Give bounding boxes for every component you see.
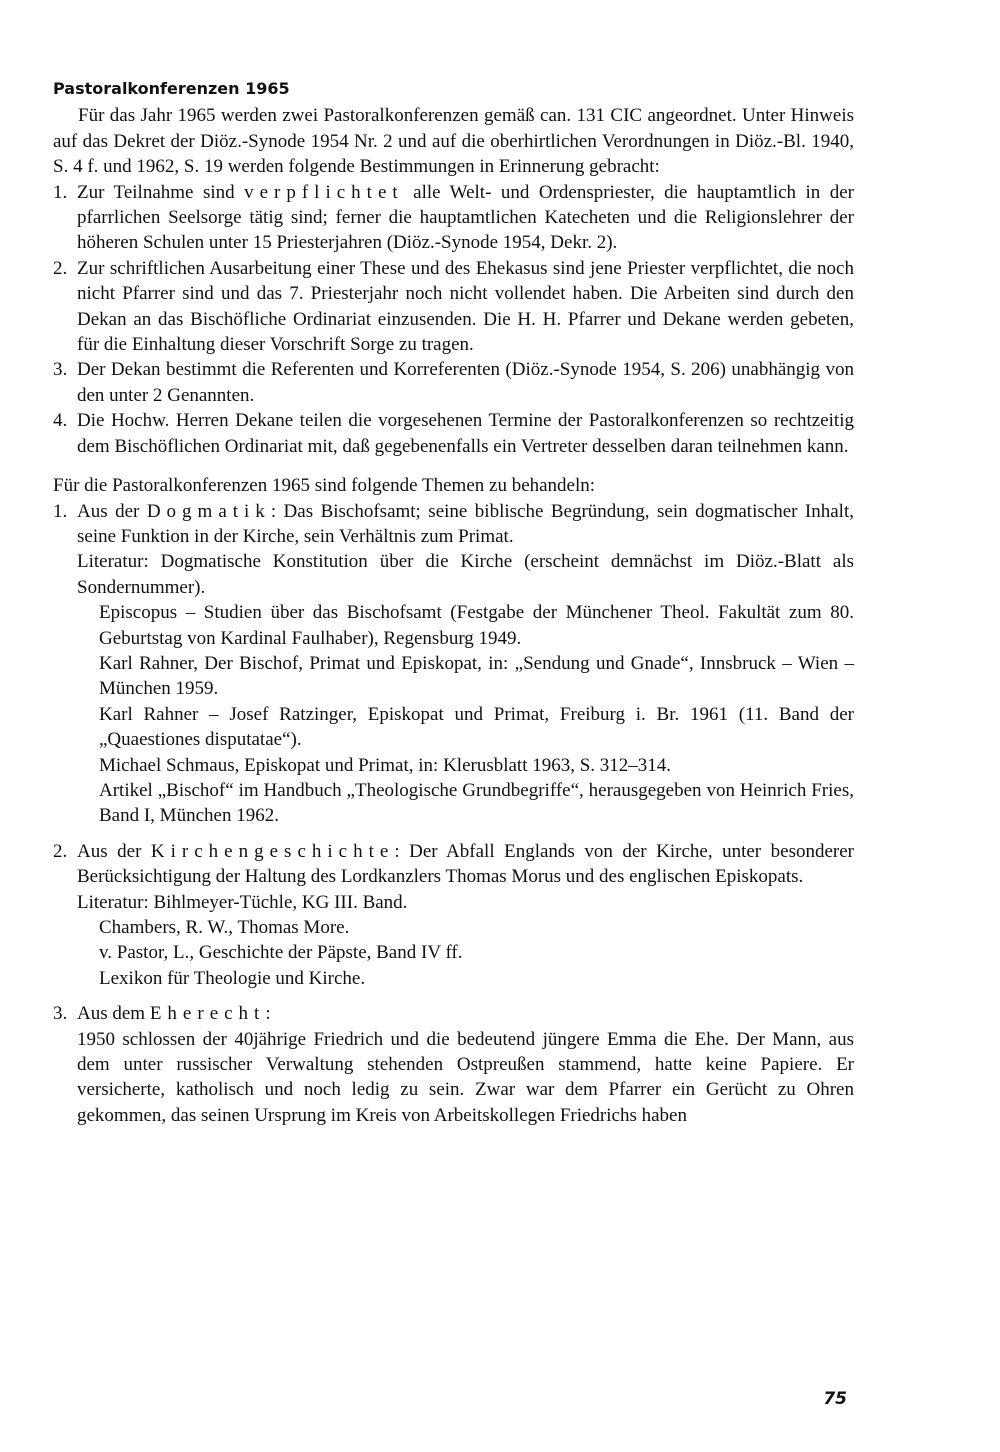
rule-emphasis: verpflichtet (244, 181, 404, 203)
theme-heading (77, 839, 854, 890)
theme-text-part: Aus der (77, 840, 151, 862)
theme-heading (77, 499, 854, 550)
rule-item (53, 408, 854, 459)
rule-text: Der Dekan bestimmt die Referenten und Korreferenten (Diöz.-Synode 1954, S. 206) unabhängig von den unter 2 Genannten. (77, 359, 854, 406)
rule-item (53, 180, 854, 256)
literature-entry: Karl Rahner – Josef Ratzinger, Episkopat und Primat, Freiburg i. Br. 1961 (11. Band der „Quaestiones disputatae“). (99, 703, 854, 751)
rules-list (53, 180, 854, 459)
theme-item (53, 499, 854, 829)
rule-text-part: alle Welt- und Ordenspriester, die hauptamtlich in der pfarrlichen Seelsorge tätig sind; ferner die hauptamtlichen Katecheten und die Religionslehrer der höheren Schulen unter 15 Priesterjahren (Diöz.-Synode 1954, Dekr. 2). (77, 181, 855, 254)
themes-list (53, 499, 854, 1129)
rule-text: Die Hochw. Herren Dekane teilen die vorgesehenen Termine der Pastoralkonferenzen so rechtzeitig dem Bischöflichen Ordinariat mit, daß gegebenenfalls ein Vertreter desselben daran teilnehmen kann. (77, 410, 854, 457)
theme-text-part: : Das Bischofsamt; seine biblische Begründung, sein dogmatischer Inhalt, seine Funktion in der Kirche, sein Verhältnis zum Primat. (77, 500, 854, 547)
rule-text-part: Zur Teilnahme sind (77, 181, 245, 203)
theme-text-part: : (265, 1003, 271, 1025)
theme-text-part: : Der Abfall Englands von der Kirche, unter besonderer Berücksichtigung der Haltung des Lordkanzlers Thomas Morus und des englischen Episkopats. (77, 840, 854, 888)
theme-text-part: Aus der (77, 500, 147, 522)
theme-subject: Dogmatik (146, 500, 271, 522)
rule-number: 3. (53, 359, 68, 381)
literature-entry: Artikel „Bischof“ im Handbuch „Theologische Grundbegriffe“, herausgegeben von Heinrich Fries, Band I, München 1962. (99, 779, 854, 827)
rule-number: 1. (53, 181, 68, 203)
theme-item (53, 839, 854, 991)
literature-intro: Literatur: Dogmatische Konstitution über die Kirche (erscheint demnächst im Diöz.-Blatt als Sondernummer). (77, 551, 854, 598)
literature-entry: Karl Rahner, Der Bischof, Primat und Episkopat, in: „Sendung und Gnade“, Innsbruck – Wien – München 1959. (99, 652, 854, 700)
literature-entry: Episcopus – Studien über das Bischofsamt (Festgabe der Münchener Theol. Fakultät zum 80. Geburtstag von Kardinal Faulhaber), Regensburg 1949. (99, 602, 854, 649)
rule-item (53, 256, 854, 358)
theme-text-part: Aus dem (77, 1003, 150, 1025)
section-title: Pastoralkonferenzen 1965 (53, 79, 290, 98)
theme-subject: Eherecht (149, 1003, 266, 1025)
theme-number: 3. (53, 1003, 68, 1025)
theme-number: 2. (53, 840, 68, 862)
themes-intro: Für die Pastoralkonferenzen 1965 sind folgende Themen zu behandeln: (53, 475, 596, 497)
theme-heading (77, 1001, 854, 1026)
literature-intro: Literatur: Bihlmeyer-Tüchle, KG III. Band. (77, 891, 408, 913)
intro-paragraph: Für das Jahr 1965 werden zwei Pastoralkonferenzen gemäß can. 131 CIC angeordnet. Unter Hinweis auf das Dekret der Diöz.-Synode 1954 Nr. 2 und auf die oberhirtlichen Verordnungen in Diöz.-Bl. 1940, S. 4 f. und 1962, S. 19 werden folgende Bestimmungen in Erinnerung gebracht: (53, 105, 854, 178)
theme-subject: Kirchengeschichte (150, 840, 395, 862)
spacer (53, 829, 854, 839)
literature-entry: Lexikon für Theologie und Kirche. (99, 967, 366, 989)
rule-text (77, 180, 854, 256)
literature-entry: Michael Schmaus, Episkopat und Primat, in: Klerusblatt 1963, S. 312–314. (99, 754, 672, 776)
rule-number: 2. (53, 257, 68, 279)
case-text: 1950 schlossen der 40jährige Friedrich und die bedeutend jüngere Emma die Ehe. Der Mann, aus dem unter russischer Verwaltung stehenden Ostpreußen stammend, hatte keine Papiere. Er versicherte, katholisch und noch ledig zu sein. Zwar war dem Pfarrer ein Gerücht zu Ohren gekommen, das seinen Ursprung im Kreis von Arbeitskollegen Friedrichs haben (77, 1028, 854, 1126)
literature-entry: v. Pastor, L., Geschichte der Päpste, Band IV ff. (99, 942, 463, 964)
rule-item (53, 357, 854, 408)
rule-number: 4. (53, 410, 68, 432)
spacer (53, 991, 854, 1001)
theme-item (53, 1001, 854, 1128)
literature-entry: Chambers, R. W., Thomas More. (99, 917, 350, 938)
rule-text: Zur schriftlichen Ausarbeitung einer These und des Ehekasus sind jene Priester verpflichtet, die noch nicht Pfarrer sind und das 7. Priesterjahr noch nicht vollendet haben. Die Arbeiten sind durch den Dekan an das Bischöfliche Ordinariat einzusenden. Die H. H. Pfarrer und Dekane werden gebeten, für die Einhaltung dieser Vorschrift Sorge zu tragen. (77, 257, 854, 356)
spacer (53, 459, 854, 473)
theme-number: 1. (53, 500, 68, 522)
page-number: 75 (823, 1389, 847, 1409)
